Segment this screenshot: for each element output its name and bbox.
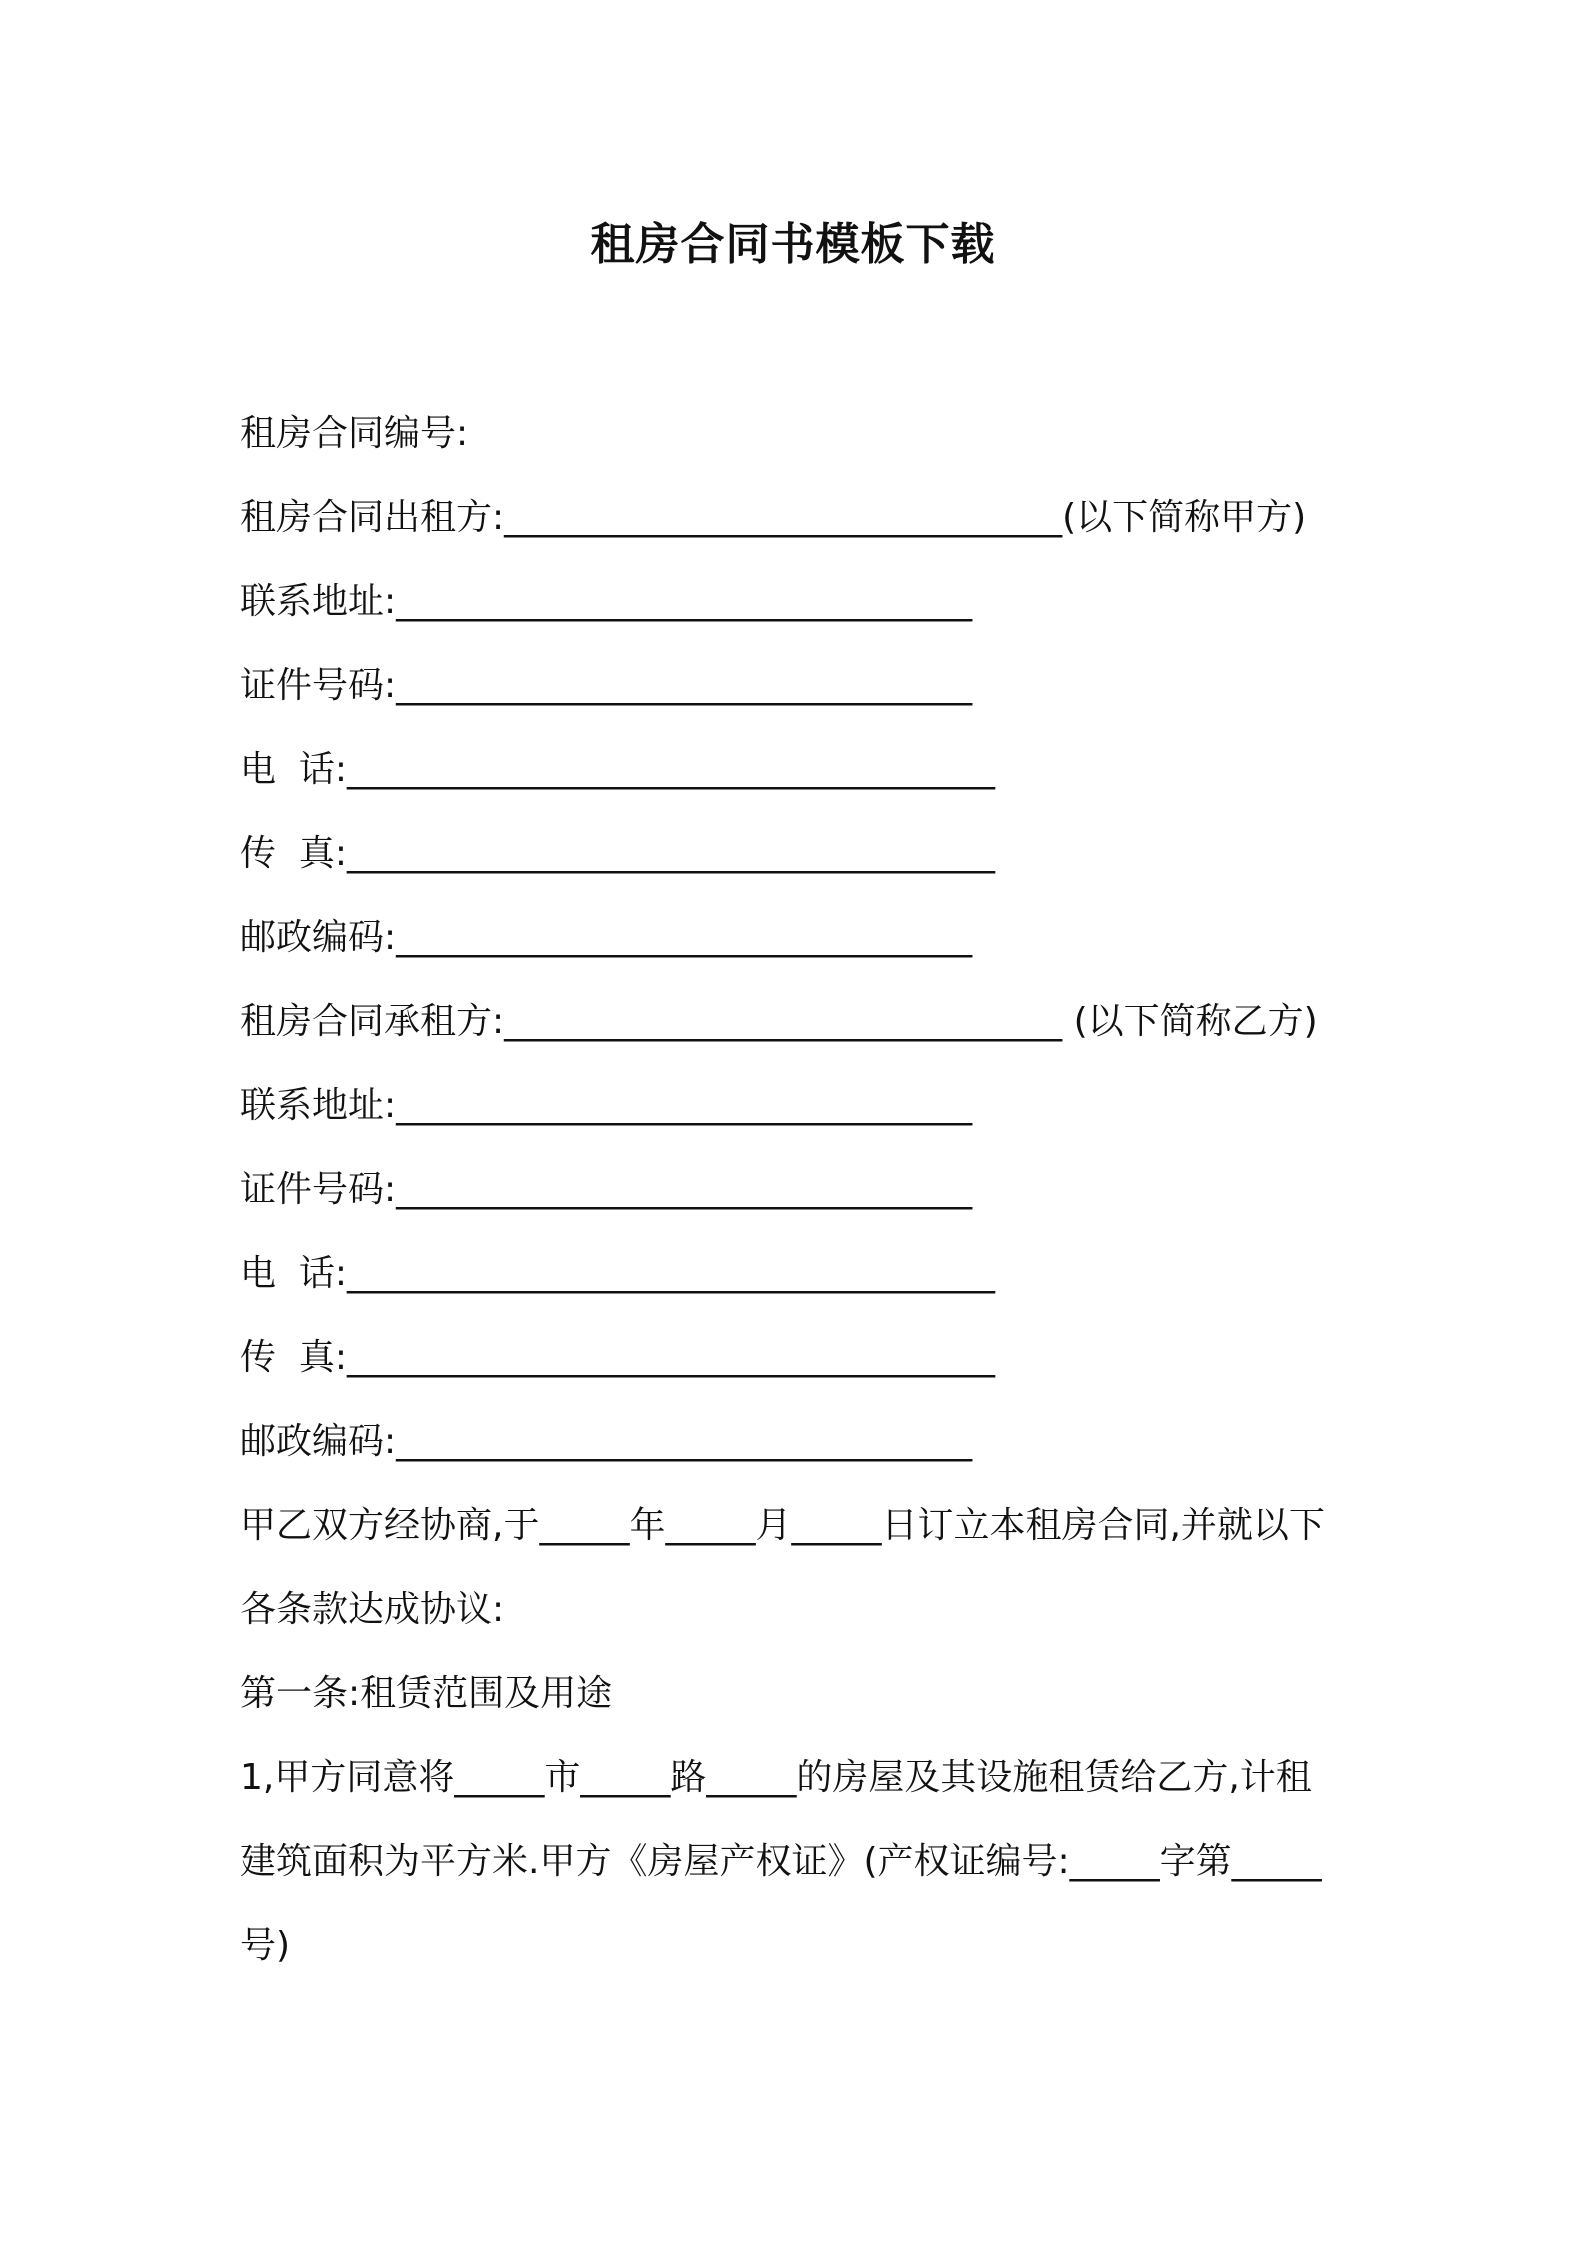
clause-paragraph-line: 号) — [240, 1925, 291, 1966]
agreement-paragraph-line: 甲乙双方经协商,于_____年_____月_____日订立本租房合同,并就以下 — [240, 1505, 1325, 1546]
document-title: 租房合同书模板下载 — [590, 219, 996, 270]
agreement-paragraph-line: 各条款达成协议: — [240, 1589, 505, 1630]
lessor-phone-line: 电 话:____________________________________ — [240, 749, 996, 790]
article-one-heading: 第一条:租赁范围及用途 — [240, 1673, 613, 1714]
lessee-line: 租房合同承租方:_______________________________ (以下简称乙方) — [240, 1001, 1318, 1042]
contract-number-line: 租房合同编号: — [240, 413, 469, 454]
lessor-fax-line: 传 真:____________________________________ — [240, 833, 996, 874]
lessor-postcode-line: 邮政编码:________________________________ — [240, 917, 973, 958]
lessor-id-line: 证件号码:________________________________ — [240, 665, 973, 706]
lessee-fax-line: 传 真:____________________________________ — [240, 1337, 996, 1378]
lessee-postcode-line: 邮政编码:________________________________ — [240, 1421, 973, 1462]
lessor-address-line: 联系地址:________________________________ — [240, 581, 973, 622]
lessor-line: 租房合同出租方:_______________________________(以下简称甲方) — [240, 497, 1307, 538]
lessee-phone-line: 电 话:____________________________________ — [240, 1253, 996, 1294]
clause-paragraph-line: 1,甲方同意将_____市_____路_____的房屋及其设施租赁给乙方,计租 — [240, 1757, 1312, 1798]
document-body — [240, 408, 1360, 2004]
clause-paragraph-line: 建筑面积为平方米.甲方《房屋产权证》(产权证编号:_____字第_____ — [240, 1841, 1322, 1882]
lessee-address-line: 联系地址:________________________________ — [240, 1085, 973, 1126]
lessee-id-line: 证件号码:________________________________ — [240, 1169, 973, 1210]
